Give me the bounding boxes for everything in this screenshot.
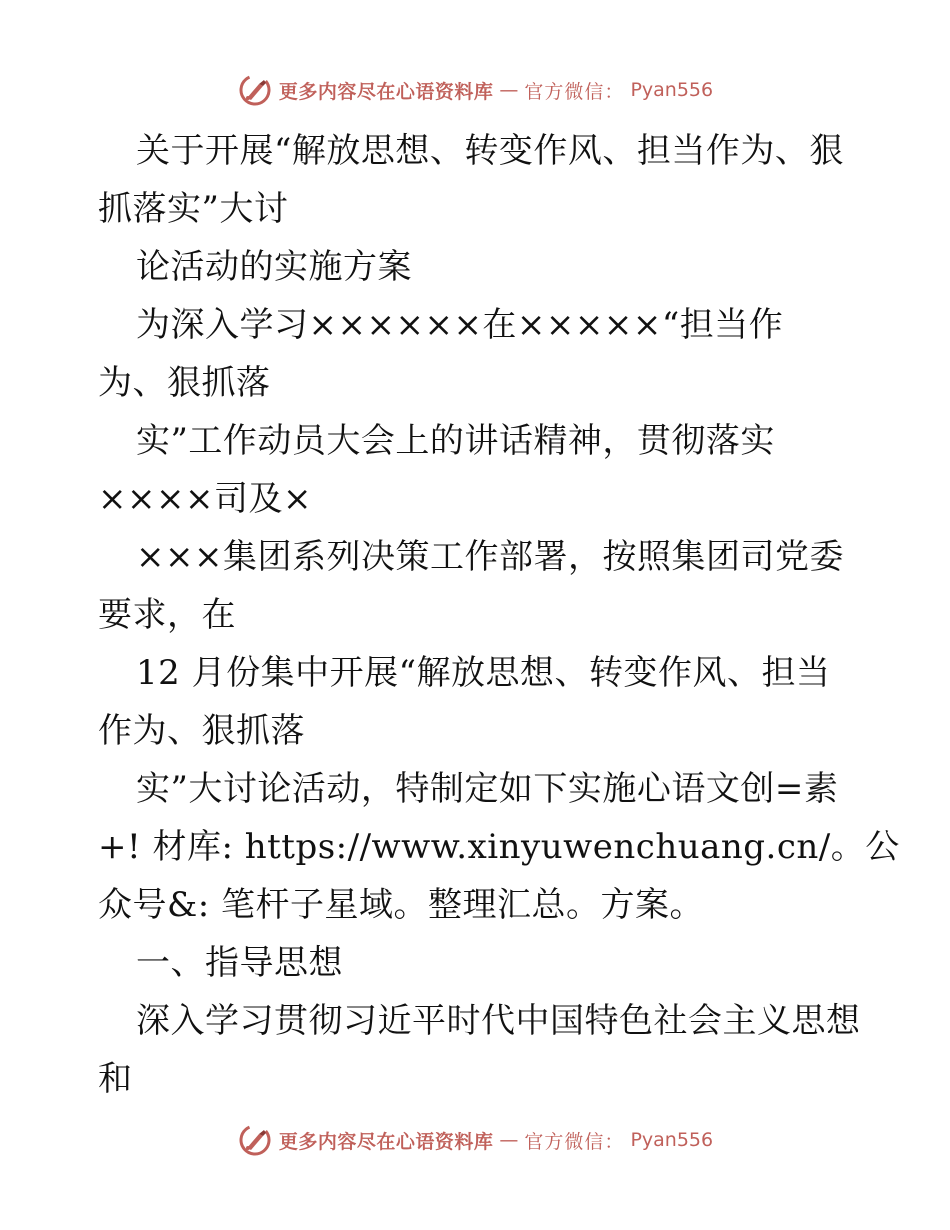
section-heading: 一、指导思想 [136,943,343,983]
watermark-sub-text: 官方微信： [524,1130,625,1153]
text-line: 众号&: 笔杆子星域。整理汇总。方案。 [98,885,705,925]
watermark-id-text: Pyan556 [630,79,714,101]
text-line: 为、狠抓落 [98,363,271,403]
text-line: 抓落实”大讨 [98,189,289,229]
text-line: 要求，在 [98,595,236,635]
watermark-banner-top [0,70,950,110]
text-line: 关于开展“解放思想、转变作风、担当作为、狠 [136,131,844,171]
text-line: ××××司及× [98,479,312,519]
pen-logo-icon [237,1122,273,1158]
watermark-dash: — [499,79,519,101]
text-line: 实”大讨论活动，特制定如下实施心语文创=素 [136,769,839,809]
watermark-banner-bottom [0,1120,950,1160]
text-line: 深入学习贯彻习近平时代中国特色社会主义思想 [136,1001,861,1041]
text-line: ×××集团系列决策工作部署，按照集团司党委 [136,537,844,577]
text-line: 实”工作动员大会上的讲话精神，贯彻落实 [136,421,775,461]
text-line: +! 材库: https://www.xinyuwenchuang.cn/。公 [98,827,900,867]
text-line: 12 月份集中开展“解放思想、转变作风、担当 [136,653,831,693]
text-line: 为深入学习××××××在×××××“担当作 [136,305,784,345]
pen-logo-icon [237,72,273,108]
watermark-main-text: 更多内容尽在心语资料库 [278,80,494,103]
watermark-dash: — [499,1129,519,1151]
watermark-main-text: 更多内容尽在心语资料库 [278,1130,494,1153]
watermark-id-text: Pyan556 [630,1129,714,1151]
watermark-sub-text: 官方微信： [524,80,625,103]
text-line: 论活动的实施方案 [136,247,412,287]
text-line: 和 [98,1059,133,1099]
document-body [98,122,900,1108]
text-line: 作为、狠抓落 [98,711,305,751]
